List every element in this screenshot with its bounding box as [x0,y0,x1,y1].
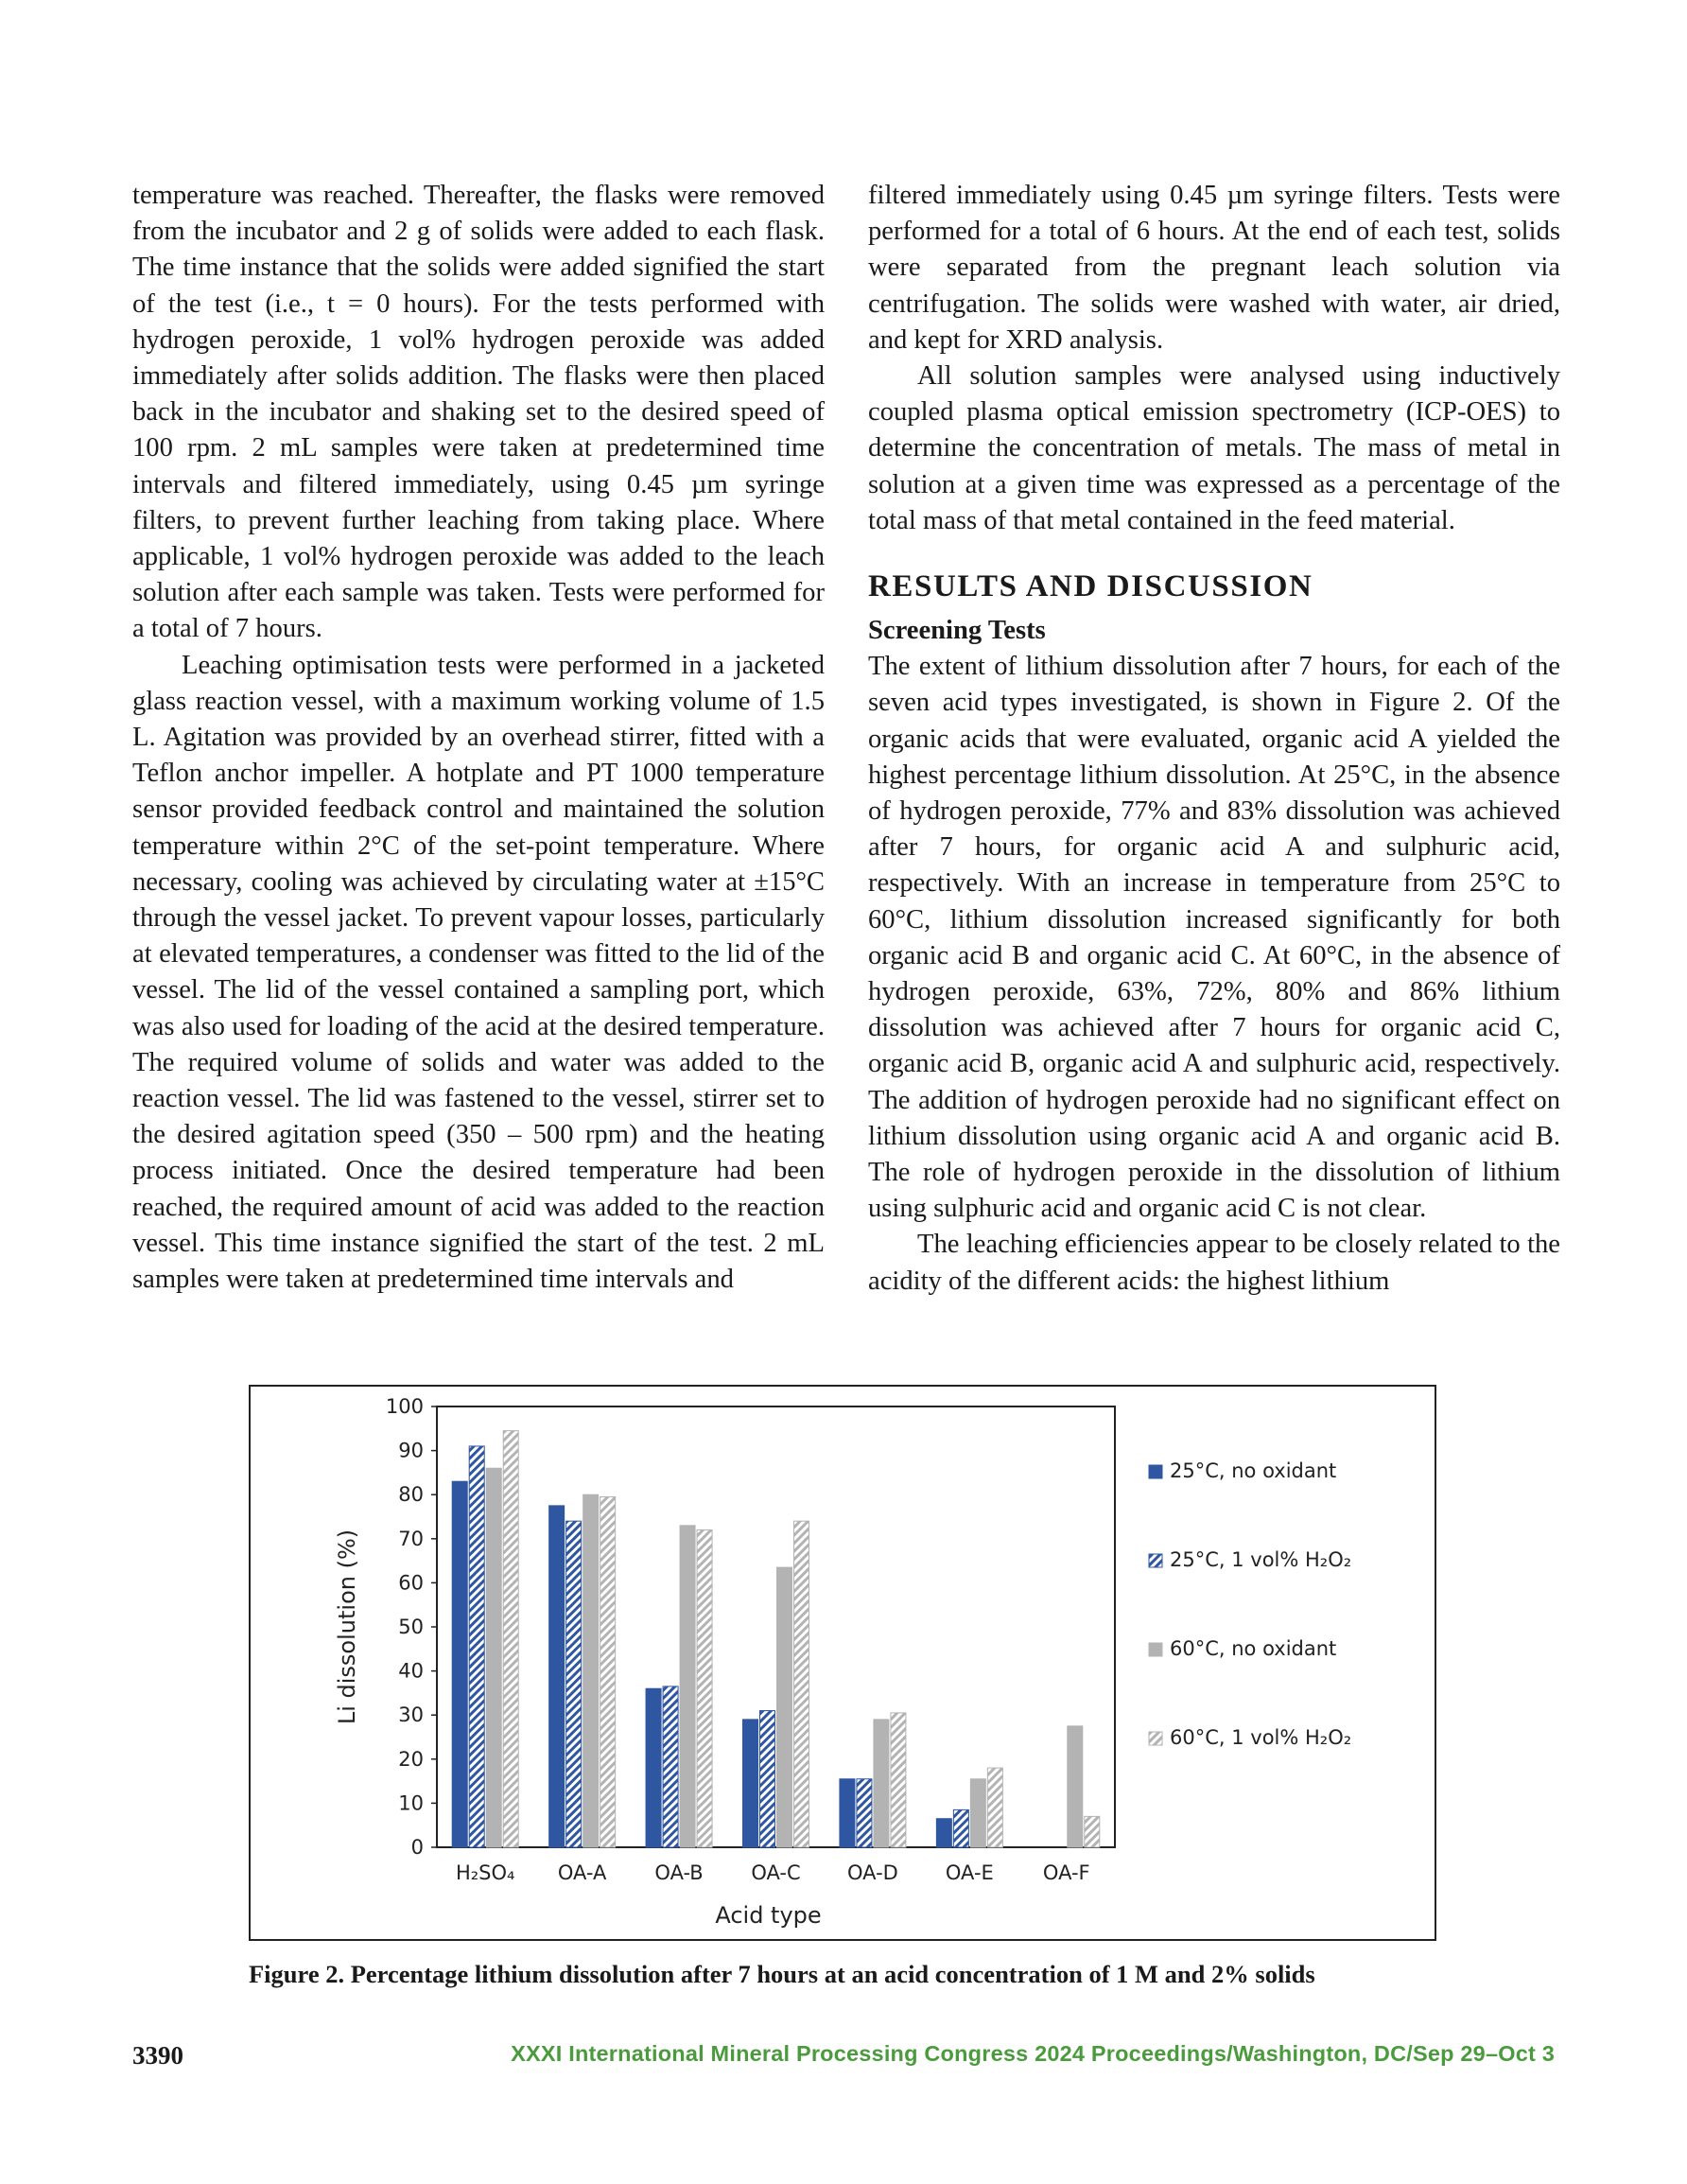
bar-chart [251,1387,1435,1939]
bar [936,1819,951,1847]
body-paragraph: filtered immediately using 0.45 µm syringe filters. Tests were performed for a total of 6 hours. At the end of each test, solids were separated from the pregnant leach solution via centrifugation. The solids were washed with water, air dried, and kept for XRD analysis. [868,181,1560,355]
bar [953,1809,968,1847]
y-axis-title: Li dissolution (%) [334,1529,360,1725]
x-tick-label: OA-C [751,1861,801,1884]
bar [743,1720,758,1847]
left-column [132,178,825,1298]
legend-label: 60°C, no oxidant [1170,1637,1337,1660]
legend-label: 60°C, 1 vol% H₂O₂ [1170,1726,1352,1749]
legend-label: 25°C, no oxidant [1170,1459,1337,1482]
y-tick-label: 0 [410,1836,424,1859]
y-tick-label: 60 [398,1571,424,1595]
bar [794,1521,809,1847]
right-column [868,178,1560,1300]
bar [503,1431,518,1847]
body-paragraph: temperature was reached. Thereafter, the flasks were removed from the incubator and 2 g of solids were added to each flask. The time instance that the solids were added signified the start of the test (i.e., t = 0 hours). For the tests performed with hydrogen peroxide, 1 vol% hydrogen peroxide was added immediately after solids addition. The flasks were then placed back in the incubator and shaking set to the desired speed of 100 rpm. 2 mL samples were taken at predetermined time intervals and filtered immediately, using 0.45 µm syringe filters, to prevent further leaching from taking place. Where applicable, 1 vol% hydrogen peroxide was added to the leach solution after each sample was taken. Tests were performed for a total of 7 hours. [132,181,825,644]
legend-label: 25°C, 1 vol% H₂O₂ [1170,1548,1352,1571]
x-axis-title: Acid type [715,1902,822,1929]
page-number: 3390 [132,2041,183,2070]
y-tick-label: 70 [398,1527,424,1550]
x-tick-label: OA-A [557,1861,607,1884]
bar [486,1468,501,1847]
bar [1085,1816,1100,1847]
y-tick-label: 30 [398,1704,424,1727]
bar [987,1768,1002,1847]
figure-chart-frame [249,1385,1436,1941]
bar [469,1446,484,1847]
subsection-heading: Screening Tests [868,616,1046,646]
bar [857,1779,872,1847]
bar [777,1567,792,1847]
legend-swatch [1149,1554,1162,1567]
bar [566,1521,582,1847]
bar [583,1494,599,1847]
body-paragraph: The leaching efficiencies appear to be closely related to the acidity of the different acids: the highest lithium [868,1230,1560,1296]
x-tick-label: OA-D [847,1861,898,1884]
bar [452,1481,467,1847]
body-paragraph: The extent of lithium dissolution after 7 hours, for each of the seven acid types investigated, is shown in Figure 2. Of the organic acids that were evaluated, organic acid A yielded the highest percentage lithium dissolution. At 25°C, in the absence of hydrogen peroxide, 77% and 83% dissolution was achieved after 7 hours, for organic acid A and sulphuric acid, respectively. With an increase in temperature from 25°C to 60°C, lithium dissolution increased significantly for both organic acid B and organic acid C. At 60°C, in the absence of hydrogen peroxide, 63%, 72%, 80% and 86% lithium dissolution was achieved after 7 hours for organic acid C, organic acid B, organic acid A and sulphuric acid, respectively. The addition of hydrogen peroxide had no significant effect on lithium dissolution using organic acid A and organic acid B. The role of hydrogen peroxide in the dissolution of lithium using sulphuric acid and organic acid C is not clear. [868,652,1560,1224]
bar [646,1688,661,1847]
footer-proceedings-title: XXXI International Mineral Processing Congress 2024 Proceedings/Washington, DC/Sep 29–Oct 3 [511,2041,1555,2066]
figure-caption: Figure 2. Percentage lithium dissolution after 7 hours at an acid concentration of 1 M and 2% solids [249,1960,1315,1988]
x-tick-label: H₂SO₄ [455,1861,515,1884]
y-tick-label: 10 [398,1791,424,1815]
bar [663,1686,678,1847]
body-paragraph: All solution samples were analysed using inductively coupled plasma optical emission spectrometry (ICP-OES) to determine the concentration of metals. The mass of metal in solution at a given time was expressed as a percentage of the total mass of that metal contained in the feed material. [868,361,1560,535]
x-tick-label: OA-B [654,1861,704,1884]
bar [840,1779,855,1847]
x-tick-label: OA-F [1042,1861,1090,1884]
legend-swatch [1149,1732,1162,1745]
bar [680,1526,695,1847]
bar [760,1711,775,1847]
section-heading: RESULTS AND DISCUSSION [868,569,1313,604]
y-tick-label: 100 [385,1395,424,1418]
x-tick-label: OA-E [945,1861,994,1884]
bar [970,1779,985,1847]
y-tick-label: 40 [398,1659,424,1683]
plot-area-frame [437,1406,1115,1847]
bar [697,1529,712,1847]
y-tick-label: 80 [398,1483,424,1507]
body-paragraph: Leaching optimisation tests were performed in a jacketed glass reaction vessel, with a maximum working volume of 1.5 L. Agitation was provided by an overhead stirrer, fitted with a Teflon anchor impeller. A hotplate and PT 1000 temperature sensor provided feedback control and maintained the solution temperature within 2°C of the set-point temperature. Where necessary, cooling was achieved by circulating water at ±15°C through the vessel jacket. To prevent vapour losses, particularly at elevated temperatures, a condenser was fitted to the lid of the vessel. The lid of the vessel contained a sampling port, which was also used for loading of the acid at the desired temperature. The required volume of solids and water was added to the reaction vessel. The lid was fastened to the vessel, stirrer set to the desired agitation speed (350 – 500 rpm) and the heating process initiated. Once the desired temperature had been reached, the required amount of acid was added to the reaction vessel. This time instance signified the start of the test. 2 mL samples were taken at predetermined time intervals and [132,650,825,1295]
y-tick-label: 20 [398,1747,424,1771]
bar [600,1497,616,1847]
legend-swatch [1149,1465,1162,1478]
bar [891,1713,906,1847]
legend-swatch [1149,1643,1162,1656]
bar [1068,1726,1083,1847]
bar [874,1720,889,1847]
y-tick-label: 90 [398,1439,424,1462]
y-tick-label: 50 [398,1616,424,1638]
bar [549,1506,565,1847]
